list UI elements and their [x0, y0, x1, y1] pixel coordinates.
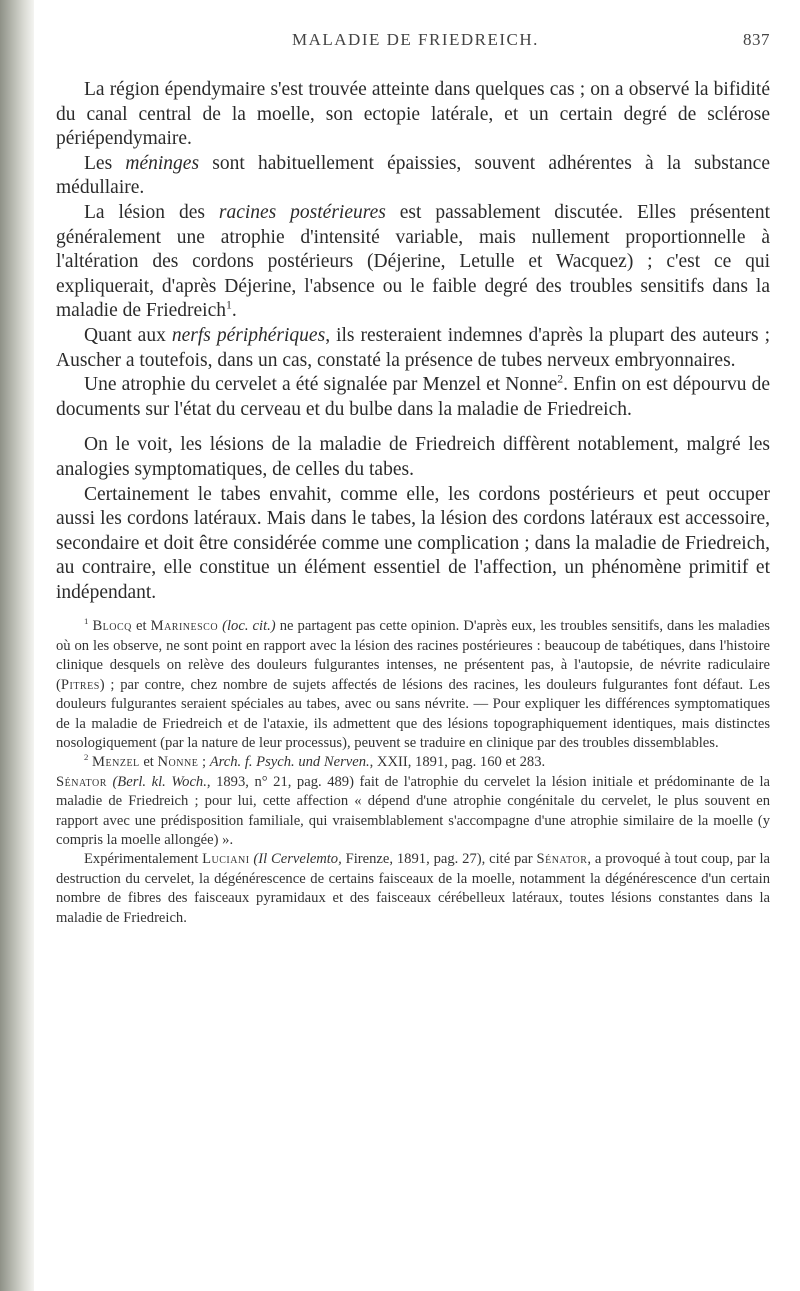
author-name: Pitres: [60, 676, 100, 693]
main-text: [56, 78, 770, 605]
footnote-1: $^1$ Blocq et Marinesco (loc. cit.) ne partagent pas cette opinion. D'après eux, les troubles sensitifs, dans les maladies où on les observe, ne sont point en rapport avec la lésion des racines postérieures : beaucoup de tabétiques, dans l'histoire clinique desquels on relève des douleurs fulgurantes intenses, ne présentent pas, à l'autopsie, de névrite radiculaire (Pitres) ; par contre, chez nombre de sujets affectés de lésions des racines, les douleurs fulgurantes font défaut. Les douleurs fulgurantes seraient spéciales au tabes, avec ou sans névrite. — Pour expliquer les différences symptomatiques de la maladie de Friedreich et de l'ataxie, ils admettent que des lésions topographiquement identiques, mais distinctes nosologiquement (par la nature de leur processus), peuvent se traduire en clinique par des troubles dissemblables.: [56, 616, 770, 751]
paragraph-comparison: On le voit, les lésions de la maladie de Friedreich diffèrent notablement, malgré les analogies symptomatiques, de celles du tabes.: [56, 434, 770, 480]
footnote-2-continued: Expérimentalement Luciani (Il Cervelетto, Firenze, 1891, pag. 27), cité par Sénator, a provoqué à tout coup, par la destruction du cervelet, la dégénérescence de certains faisceaux de la moelle, notamment la dégénérescence d'un certain nombre de fibres des faisceaux pyramidaux et des faisceaux cérébelleux latéraux, toutes lésions constantes dans la maladie de Friedreich.: [56, 851, 770, 926]
author-name: Nonne: [157, 754, 199, 771]
paragraph-meninges: Les méninges sont habituellement épaissies, souvent adhérentes à la substance médullaire.: [56, 152, 770, 199]
footnote-ref: 1: [226, 298, 232, 312]
running-title: MALADIE DE FRIEDREICH.: [292, 30, 539, 49]
paragraph-ependymal-region: La région épendymaire s'est trouvée atteinte dans quelques cas ; on a observé la bifidité du canal central de la moelle, son ectopie latérale, et un certain degré de sclérose périépendymaire.: [56, 79, 770, 150]
emphasis-term: nerfs périphériques: [171, 324, 326, 346]
author-name: Menzel: [92, 754, 140, 771]
citation: (Il Cervelетto,: [249, 851, 342, 868]
citation: (Berl. kl. Woch.: [112, 773, 207, 790]
running-head: [56, 30, 770, 56]
footnote-mark: 1: [84, 616, 89, 627]
emphasis-term: racines postérieures: [218, 201, 386, 223]
paragraph-cerebellum: Une atrophie du cervelet a été signalée par Menzel et Nonne$^2$. Enfin on est dépourvu de documents sur l'état du cerveau et du bulbe dans la maladie de Friedreich.: [56, 372, 770, 420]
author-name: Blocq: [92, 618, 132, 635]
author-name: Sénator: [536, 851, 588, 868]
book-page: [48, 30, 770, 928]
citation: (loc. cit.): [218, 618, 276, 635]
author-name: Marinesco: [150, 618, 219, 635]
footnote-mark: 2: [84, 752, 89, 763]
author-name: Sénator: [56, 773, 107, 790]
page-number: 837: [743, 30, 770, 49]
author-name: Luciani: [202, 851, 250, 868]
footnote-ref: 2: [557, 372, 564, 386]
emphasis-term: méninges: [125, 152, 200, 174]
footnote-2: $^2$ Menzel et Nonne ; Arch. f. Psych. und Nerven., XXII, 1891, pag. 160 et 283. Sénator (Berl. kl. Woch., 1893, n° 21, pag. 489) fait de l'atrophie du cervelet la lésion initiale et prédominante de la maladie de Friedreich ; pour lui, cette affection « dépend d'une atrophie congénitale du cervelet, le plus souvent en rapport avec une prédisposition familiale, qui vraisemblablement s'accompagne d'une atrophie similaire de la moelle (y compris la moelle allongée) ».: [56, 752, 770, 848]
book-binding-shadow: [0, 0, 34, 1291]
paragraph-tabes: Certainement le tabes envahit, comme elle, les cordons postérieurs et peut occuper aussi les cordons latéraux. Mais dans le tabes, la lésion des cordons latéraux est accessoire, secondaire et doit être considérée comme une complication ; dans la maladie de Friedreich, au contraire, elle constitue un élément essentiel de l'affection, un phénomène primitif et indépendant.: [56, 483, 770, 603]
paragraph-posterior-roots: La lésion des racines postérieures est passablement discutée. Elles présentent généralement une atrophie d'intensité variable, mais nullement proportionnelle à l'altération des cordons postérieurs (Déjerine, Letulle et Wacquez) ; c'est ce qui expliquerait, d'après Déjerine, l'absence ou le faible degré des troubles sensitifs dans la maladie de Friedreich$^1$.: [56, 201, 770, 322]
footnotes: [56, 617, 770, 928]
citation: Arch. f. Psych. und Nerven.: [209, 754, 370, 771]
paragraph-peripheral-nerves: Quant aux nerfs périphériques, ils resteraient indemnes d'après la plupart des auteurs ; Auscher a toutefois, dans un cas, constaté la présence de tubes nerveux embryonnaires.: [56, 324, 770, 371]
